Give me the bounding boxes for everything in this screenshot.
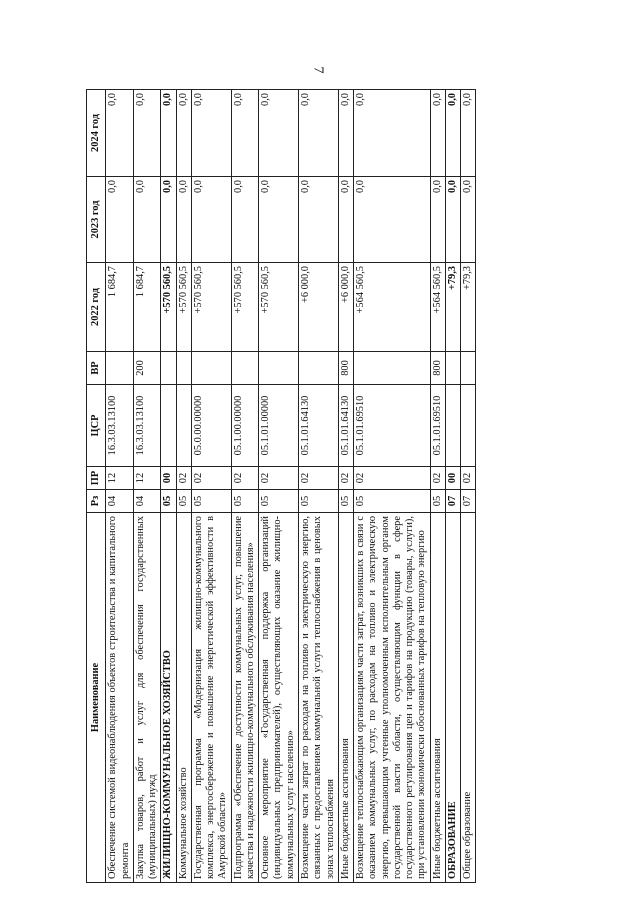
cell-csr: 05.1.01.00000 <box>259 385 299 467</box>
cell-vr <box>106 352 134 385</box>
header-2022: 2022 год <box>87 263 106 352</box>
cell-2022: +79,3 <box>461 263 476 352</box>
cell-name: Общее образование <box>461 513 476 883</box>
cell-csr: 16.3.03.13100 <box>106 385 134 467</box>
table-row <box>298 90 338 883</box>
cell-csr: 16.3.03.13100 <box>133 385 161 467</box>
header-name: Наименование <box>87 513 106 883</box>
cell-pr: 02 <box>338 467 353 490</box>
cell-rz: 05 <box>298 490 338 513</box>
cell-csr: 05.1.00.00000 <box>231 385 259 467</box>
cell-vr <box>231 352 259 385</box>
cell-2023: 0,0 <box>354 177 431 263</box>
cell-rz: 04 <box>133 490 161 513</box>
table-row <box>133 90 161 883</box>
cell-2024: 0,0 <box>106 90 134 177</box>
cell-vr <box>176 352 191 385</box>
cell-2024: 0,0 <box>176 90 191 177</box>
cell-2022: +564 560,5 <box>354 263 431 352</box>
cell-2022: +570 560,5 <box>259 263 299 352</box>
cell-csr: 05.0.00.00000 <box>191 385 231 467</box>
header-2024: 2024 год <box>87 90 106 177</box>
cell-2024: 0,0 <box>133 90 161 177</box>
cell-2022: +570 560,5 <box>161 263 176 352</box>
cell-name: Иные бюджетные ассигнования <box>338 513 353 883</box>
cell-pr: 02 <box>430 467 445 490</box>
cell-rz: 07 <box>445 490 460 513</box>
cell-rz: 05 <box>161 490 176 513</box>
cell-name: ОБРАЗОВАНИЕ <box>445 513 460 883</box>
cell-2023: 0,0 <box>430 177 445 263</box>
cell-2023: 0,0 <box>176 177 191 263</box>
header-csr: ЦСР <box>87 385 106 467</box>
cell-vr <box>445 352 460 385</box>
cell-pr: 12 <box>133 467 161 490</box>
cell-vr <box>161 352 176 385</box>
cell-rz: 05 <box>354 490 431 513</box>
header-2023: 2023 год <box>87 177 106 263</box>
cell-2023: 0,0 <box>259 177 299 263</box>
cell-vr <box>354 352 431 385</box>
cell-2023: 0,0 <box>133 177 161 263</box>
cell-name: Основное мероприятие «Государственная поддержка организаций (индивидуальных предпринимателей), осуществляющих оказание жилищно-коммунальных услуг населению» <box>259 513 299 883</box>
cell-2023: 0,0 <box>106 177 134 263</box>
cell-csr: 05.1.01.64130 <box>298 385 338 467</box>
cell-2023: 0,0 <box>338 177 353 263</box>
cell-rz: 05 <box>176 490 191 513</box>
cell-rz: 05 <box>338 490 353 513</box>
cell-2022: +570 560,5 <box>191 263 231 352</box>
header-vr: ВР <box>87 352 106 385</box>
cell-name: Возмещение части затрат по расходам на топливо и электрическую энергию, связанных с предоставлением коммунальной услуги теплоснабжения в ценовых зонах теплоснабжения <box>298 513 338 883</box>
table-row <box>231 90 259 883</box>
table-row <box>354 90 431 883</box>
cell-rz: 07 <box>461 490 476 513</box>
cell-2024: 0,0 <box>231 90 259 177</box>
cell-2024: 0,0 <box>338 90 353 177</box>
cell-vr <box>298 352 338 385</box>
cell-2022: 1 684,7 <box>133 263 161 352</box>
cell-pr: 02 <box>231 467 259 490</box>
cell-name: ЖИЛИЩНО-КОММУНАЛЬНОЕ ХОЗЯЙСТВО <box>161 513 176 883</box>
cell-name: Государственная программа «Модернизация жилищно-коммунального комплекса, энергосбережение и повышение энергетической эффективности в Амурской области» <box>191 513 231 883</box>
cell-2024: 0,0 <box>445 90 460 177</box>
cell-2022: +6 000,0 <box>338 263 353 352</box>
cell-pr: 00 <box>445 467 460 490</box>
cell-csr <box>461 385 476 467</box>
cell-vr <box>259 352 299 385</box>
cell-name: Закупка товаров, работ и услуг для обеспечения государственных (муниципальных) нужд <box>133 513 161 883</box>
cell-2024: 0,0 <box>298 90 338 177</box>
cell-2024: 0,0 <box>191 90 231 177</box>
cell-pr: 12 <box>106 467 134 490</box>
cell-vr: 800 <box>338 352 353 385</box>
cell-rz: 05 <box>259 490 299 513</box>
cell-name: Коммунальное хозяйство <box>176 513 191 883</box>
cell-pr: 02 <box>354 467 431 490</box>
cell-name: Возмещение теплоснабжающим организациям части затрат, возникших в связи с оказанием коммунальных услуг, по расходам на топливо и электрическую энергию, превышающим учтенные уполномоченным исполнительным органом государственной власти области, осуществляющим функции в сфере государственного регулирования цен и тарифов на продукцию (товары, услуги), при установлении экономически обоснованных тарифов на тепловую энергию <box>354 513 431 883</box>
cell-pr: 02 <box>461 467 476 490</box>
cell-2022: +6 000,0 <box>298 263 338 352</box>
cell-2024: 0,0 <box>430 90 445 177</box>
table-row <box>338 90 353 883</box>
cell-2023: 0,0 <box>161 177 176 263</box>
cell-2024: 0,0 <box>161 90 176 177</box>
cell-2022: 1 684,7 <box>106 263 134 352</box>
cell-rz: 05 <box>191 490 231 513</box>
cell-pr: 02 <box>259 467 299 490</box>
cell-2022: +79,3 <box>445 263 460 352</box>
cell-pr: 00 <box>161 467 176 490</box>
cell-2022: +570 560,5 <box>231 263 259 352</box>
table-row <box>259 90 299 883</box>
cell-csr: 05.1.01.64130 <box>338 385 353 467</box>
cell-vr <box>461 352 476 385</box>
cell-2023: 0,0 <box>191 177 231 263</box>
cell-csr <box>161 385 176 467</box>
cell-rz: 04 <box>106 490 134 513</box>
cell-2022: +564 560,5 <box>430 263 445 352</box>
cell-vr: 200 <box>133 352 161 385</box>
cell-2023: 0,0 <box>445 177 460 263</box>
cell-vr <box>191 352 231 385</box>
cell-csr: 05.1.01.69510 <box>354 385 431 467</box>
cell-2024: 0,0 <box>461 90 476 177</box>
cell-name: Подпрограмма «Обеспечение доступности коммунальных услуг, повышение качества и надежности жилищно-коммунального обслуживания населения» <box>231 513 259 883</box>
budget-table <box>86 89 476 883</box>
cell-2023: 0,0 <box>298 177 338 263</box>
cell-rz: 05 <box>430 490 445 513</box>
cell-pr: 02 <box>191 467 231 490</box>
cell-2024: 0,0 <box>259 90 299 177</box>
rotated-budget-table-container <box>86 90 577 883</box>
table-row <box>430 90 445 883</box>
table-row <box>191 90 231 883</box>
cell-2024: 0,0 <box>354 90 431 177</box>
table-body <box>106 90 476 883</box>
cell-2023: 0,0 <box>231 177 259 263</box>
table-row <box>106 90 134 883</box>
table-row <box>461 90 476 883</box>
cell-name: Иные бюджетные ассигнования <box>430 513 445 883</box>
table-row <box>176 90 191 883</box>
cell-rz: 05 <box>231 490 259 513</box>
table-header-row <box>87 90 106 883</box>
header-pr: ПР <box>87 467 106 490</box>
cell-csr <box>176 385 191 467</box>
cell-csr: 05.1.01.69510 <box>430 385 445 467</box>
table-row <box>161 90 176 883</box>
header-rz: Рз <box>87 490 106 513</box>
page-number: 7 <box>310 66 326 74</box>
cell-name: Обеспечение системой видеонаблюдения объектов строительства и капитального ремонта <box>106 513 134 883</box>
cell-2023: 0,0 <box>461 177 476 263</box>
cell-pr: 02 <box>176 467 191 490</box>
table-row <box>445 90 460 883</box>
cell-csr <box>445 385 460 467</box>
cell-vr: 800 <box>430 352 445 385</box>
cell-pr: 02 <box>298 467 338 490</box>
cell-2022: +570 560,5 <box>176 263 191 352</box>
